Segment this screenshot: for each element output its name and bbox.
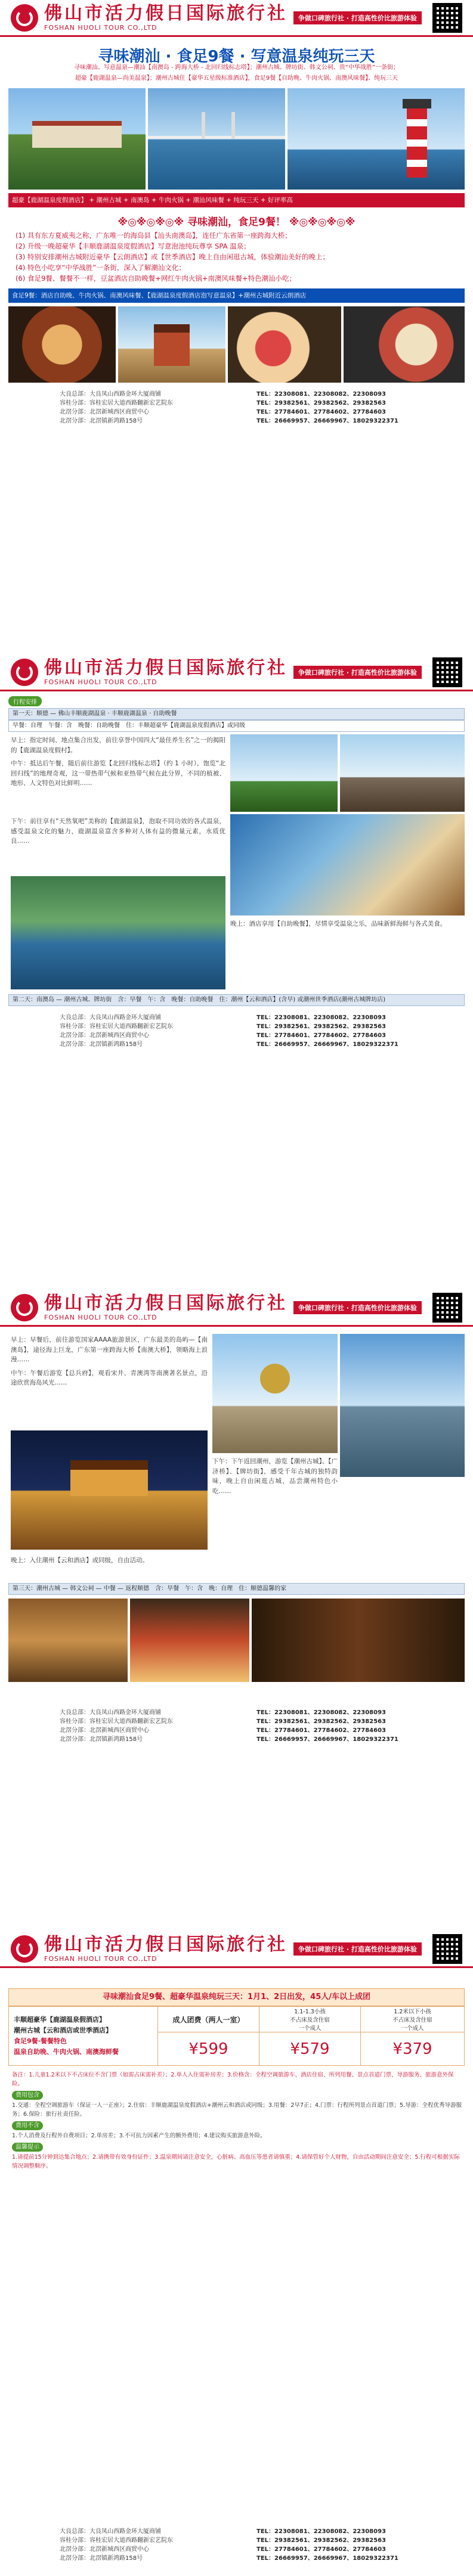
lighthouse-night-photo	[340, 1334, 465, 1477]
day1-description	[11, 735, 225, 789]
day3-bar: 第三天：潮州古城 — 韩文公祠 — 中餐 — 返程顺德 含：早餐 午：含 晚：自理 住：顺德温馨的家	[8, 1583, 465, 1595]
contact-address: 容桂分部：容桂宏居大道西路翻新宏艺院东	[60, 2537, 173, 2544]
brand-slogan: 争做口碑旅行社 · 打造高性价比旅游体验	[293, 1942, 422, 1956]
contact-phone: TEL：26669957、26669967、18029322371	[256, 418, 398, 424]
contact-phone: TEL：27784601、27784602、27784603	[256, 1032, 387, 1039]
day1-paragraph: 晚上：酒店享用【自助晚餐】，尽情享受温泉之乐，品味新鲜海鲜与各式美食。	[230, 920, 447, 927]
contact-phone: TEL：22308081、22308082、22308093	[256, 1709, 387, 1716]
contact-address: 北滘分部：北滘镇新鸿路158号	[60, 1736, 143, 1743]
day2-paragraph: 中午：午餐后游览【总兵府】，观看宋井、青澳湾等南澳著名景点，沿途欣赏海岛风光……	[11, 1369, 208, 1386]
contact-phone: TEL：27784601、27784602、27784603	[256, 409, 387, 415]
brand-slogan: 争做口碑旅行社 · 打造高性价比旅游体验	[293, 11, 422, 24]
contact-phone: TEL：29382561、29382562、29382563	[256, 2537, 387, 2544]
contact-address: 容桂分部：容桂宏居大道西路翻新宏艺院东	[60, 1023, 173, 1030]
brand-header	[0, 0, 473, 37]
contact-address: 大良总部：大良凤山西路金环大厦商铺	[60, 1709, 161, 1716]
day2-bar: 第二天：南澳岛 — 潮州古城、牌坊街 含：早餐 午：含 晚餐：自助晚餐 住：潮州【云和酒店】(含早) 或潮州世季酒店(潮州古城牌坊店)	[8, 994, 465, 1006]
brand-name: 佛山市活力假日国际旅行社	[44, 1293, 287, 1314]
brand-name-en: FOSHAN HUOLI TOUR CO.,LTD	[44, 1955, 157, 1963]
pool-aerial-photo	[230, 814, 465, 915]
route-line: 食足9餐·餐餐特色	[14, 2037, 67, 2045]
qr-code-icon	[432, 3, 462, 33]
day2-evening	[11, 1556, 464, 1566]
day1-paragraph: 下午：前往享有“天然氧吧”美称的【鹿湖温泉】，泡取不同功效的各式温泉，感受温泉文化的魅力，鹿湖温泉富含多种对人体有益的微量元素，水质优良……	[11, 818, 225, 845]
feature-item: (4) 特色小吃享“中华战胜”一条街，深入了解潮汕文化；	[16, 263, 186, 272]
route-line: 潮州古城【云和酒店或世季酒店】	[14, 2026, 112, 2034]
contact-phone: TEL：22308081、22308082、22308093	[256, 2528, 387, 2535]
brand-name-en: FOSHAN HUOLI TOUR CO.,LTD	[44, 1314, 157, 1321]
hot-spring-photo	[230, 734, 338, 812]
itinerary-badge: 行程安排	[8, 696, 42, 706]
brand-name-en: FOSHAN HUOLI TOUR CO.,LTD	[44, 678, 157, 686]
qr-code-icon	[432, 657, 462, 687]
contact-address: 大良总部：大良凤山西路金环大厦商铺	[60, 1014, 161, 1021]
brand-logo-icon	[11, 4, 38, 32]
brand-logo-icon	[11, 659, 38, 686]
brand-header	[0, 1290, 473, 1327]
tour-title: 寻味潮汕 · 食足9餐 · 写意温泉纯玩三天	[98, 48, 375, 66]
contact-phone: TEL：22308081、22308082、22308093	[256, 1014, 387, 1021]
contact-address: 容桂分部：容桂宏居大道西路翻新宏艺院东	[60, 1718, 173, 1725]
group-photo	[252, 1599, 465, 1682]
price-col-header: 成人团费（两人一室）	[158, 2007, 259, 2032]
brand-slogan: 争做口碑旅行社 · 打造高性价比旅游体验	[293, 1301, 422, 1314]
contact-address: 北滘分部：北滘新城西区商贸中心	[60, 409, 149, 415]
brand-slogan: 争做口碑旅行社 · 打造高性价比旅游体验	[293, 666, 422, 679]
features-heading: ※◎※◎※◎※ 寻味潮汕，食足9餐！ ※◎※◎※◎※	[118, 216, 355, 228]
hotpot-photo	[228, 306, 341, 383]
outdoor-spring-photo	[11, 876, 225, 989]
section-tag-tips: 温馨提示	[12, 2143, 43, 2152]
tips-text: 1.请提前15分钟到达集合地点；2.请携带有效身份证件；3.温泉期间请注意安全，心脏病、高血压等患者请慎重；4.请保管好个人财物，自由活动期间注意安全；5.行程可根据实际情况调整顺序。	[12, 2154, 460, 2170]
price-note: 备注：1.儿童1.2米以下不占床位不含门票（如需占床需补差）；2.单人入住需补房差；3.价格含：全程空调旅游车、酒店住宿、所列用餐、景点首道门票、导游服务、旅游意外保险。	[12, 2072, 454, 2087]
brand-logo-icon	[11, 1294, 38, 1321]
lighthouse-photo	[287, 88, 465, 190]
feature-list	[16, 230, 460, 284]
excluded-text: 1.个人消费及行程外自费项目；2.单房差；3.不可抗力因素产生的额外费用；4.建议购买旅游意外险。	[12, 2133, 266, 2139]
brand-name-en: FOSHAN HUOLI TOUR CO.,LTD	[44, 24, 157, 32]
day2-paragraph: 下午：下午返回潮州，游览【潮州古城】、【广济桥】、【牌坊街】，感受千年古城的独特韵味，晚上自由闲逛古城，品尝潮州特色小吃……	[212, 1458, 338, 1495]
price-heading: 寻味潮汕食足9餐、超豪华温泉纯玩三天：1月1、2日出发，45人/车以上成团	[8, 1988, 465, 2006]
price-child-b: ¥379	[361, 2032, 465, 2066]
temple-photo	[8, 1599, 128, 1682]
contact-phone: TEL：26669957、26669967、18029322371	[256, 1736, 398, 1743]
section-tag-included: 费用包含	[12, 2091, 43, 2100]
day1-meals: 早餐：自理 午餐：含 晚餐：自助晚餐 住：丰顺超豪华【鹿湖温泉度假酒店】或同级	[8, 720, 465, 732]
day1-bar: 第一天：顺德 — 佛山丰顺鹿湖温泉 · 丰顺鹿湖温泉 · 自助晚餐	[8, 708, 465, 720]
contact-phone: TEL：29382561、29382562、29382563	[256, 1023, 387, 1030]
tour-subtitle-1: 寻味潮汕、写意温泉—潮汕【南澳岛 - 跨海大桥 - 北回归线标志塔】；潮州古城、牌坊街、韩文公祠、贵“中华战胜”一条街；	[73, 64, 400, 71]
price-col-header: 1.1-1.3小孩 不占床及含住宿 一个成人	[259, 2007, 361, 2032]
contact-address: 大良总部：大良凤山西路金环大厦商铺	[60, 2528, 161, 2535]
street-photo	[130, 1599, 249, 1682]
price-child-a: ¥579	[259, 2032, 361, 2066]
route-line: 丰顺超豪华【鹿湖温泉假酒店】	[14, 2016, 106, 2023]
meal-strip: 食足9餐：酒店自助晚、牛肉火锅、南澳风味餐、【鹿湖温泉度假酒店泡写意温泉】+潮州古城附近云朗酒店	[8, 288, 465, 303]
day2-paragraph: 晚上：入住潮州【云和酒店】或同级，自由活动。	[11, 1557, 149, 1564]
qr-code-icon	[432, 1934, 462, 1964]
contact-phone: TEL：29382561、29382562、29382563	[256, 400, 387, 406]
contact-phone: TEL：27784601、27784602、27784603	[256, 2546, 387, 2553]
section-tag-excluded: 费用不含	[12, 2121, 43, 2130]
brand-header	[0, 654, 473, 691]
food-photo	[8, 306, 116, 383]
sculpture-photo	[212, 1334, 338, 1453]
tour-subtitle-2: 超豪【鹿湖温泉—尚美温泉】；潮州古城住【豪华五星级标准酒店】，食足9餐【自助晚、牛肉火锅、南澳风味餐】、纯玩三天	[75, 75, 398, 82]
contact-address: 大良总部：大良凤山西路金环大厦商铺	[60, 391, 161, 398]
brand-logo-icon	[11, 1935, 38, 1963]
bridge-photo	[148, 88, 285, 190]
day1-description-cont	[11, 817, 225, 846]
brand-name: 佛山市活力假日国际旅行社	[44, 1934, 287, 1955]
contact-address: 北滘分部：北滘镇新鸿路158号	[60, 2555, 143, 2562]
highlight-strip: 超豪【鹿湖温泉度假酒店】 + 潮州古城 + 南澳岛 + 牛肉火锅 + 潮汕风味餐 + 纯玩三天 + 好评率高	[8, 193, 465, 207]
day1-paragraph: 中午：抵达后午餐，随后前往游览【北回归线标志塔】（约 1 小时），饱览“北回归线”的地理奇观，这一带热带气候和亚热带气候在此分界，不同的植被、地形、人文特色对比鲜明……	[11, 760, 225, 787]
contact-address: 北滘分部：北滘镇新鸿路158号	[60, 1041, 143, 1048]
day1-paragraph: 早上：指定时间、地点集合出发，前往享誉中国四大“最佳养生名”之一的揭阳的【鹿湖温泉度假村】。	[11, 737, 225, 754]
qr-code-icon	[432, 1293, 462, 1323]
seafood-photo	[344, 306, 465, 383]
contact-block	[60, 2527, 441, 2563]
pavilion-night-photo	[11, 1430, 208, 1550]
price-notes	[12, 2071, 462, 2171]
contact-phone: TEL：22308081、22308082、22308093	[256, 391, 387, 398]
building-photo	[340, 734, 465, 812]
resort-photo	[8, 88, 146, 190]
pagoda-photo	[118, 306, 225, 383]
contact-block	[60, 390, 441, 426]
day2-paragraph: 早上：早餐后，前往游览国家AAAA旅游景区，广东最美的岛屿—【南澳岛】，途径海上巨龙，广东第一座跨海大桥【南澳大桥】，领略海上浪漫……	[11, 1336, 208, 1363]
brand-name: 佛山市活力假日国际旅行社	[44, 657, 287, 678]
contact-block	[60, 1013, 441, 1049]
contact-phone: TEL：27784601、27784602、27784603	[256, 1727, 387, 1734]
feature-item: (1) 具有东方夏威夷之称，广东唯一的海岛县【汕头南澳岛】，连任广东省第一座跨海大桥；	[16, 231, 292, 240]
brand-name: 佛山市活力假日国际旅行社	[44, 3, 287, 24]
contact-phone: TEL：29382561、29382562、29382563	[256, 1718, 387, 1725]
brand-header	[0, 1931, 473, 1968]
contact-address: 北滘分部：北滘新城西区商贸中心	[60, 1727, 149, 1734]
feature-item: (2) 升级一晚超豪华【丰顺鹿湖温泉度假酒店】写意泡池纯玩尊享 SPA 温泉；	[16, 242, 251, 250]
feature-item: (3) 特别安排潮州古城附近豪华【云朗酒店】或【世季酒店】晚上自由闲逛古城，体验潮汕美好的晚上；	[16, 253, 329, 261]
contact-block	[60, 1708, 441, 1744]
included-text: 1.交通：全程空调旅游车（保证一人一正座）；2.住宿：丰顺鹿湖温泉度假酒店+潮州云和酒店或同级；3.用餐：2早7正；4.门票：行程所列景点首道门票；5.导游：全程优秀导游服务；6.保险：旅行社责任险。	[12, 2102, 462, 2118]
day2-description	[11, 1335, 208, 1388]
contact-address: 北滘分部：北滘新城西区商贸中心	[60, 1032, 149, 1039]
contact-phone: TEL：26669957、26669967、18029322371	[256, 1041, 398, 1048]
contact-address: 北滘分部：北滘新城西区商贸中心	[60, 2546, 149, 2553]
price-col-header: 1.2米以下小孩 不占床及含住宿 一个成人	[361, 2007, 465, 2032]
route-line: 温泉自助晚、牛肉火锅、南澳海鲜餐	[14, 2048, 119, 2056]
price-table	[8, 2006, 465, 2066]
contact-address: 容桂分部：容桂宏居大道西路翻新宏艺院东	[60, 400, 173, 406]
contact-address: 北滘分部：北滘镇新鸿路158号	[60, 418, 143, 424]
price-adult: ¥599	[158, 2032, 259, 2066]
day2-afternoon	[212, 1457, 338, 1496]
route-cell	[9, 2007, 158, 2066]
feature-item: (6) 食足9餐、餐餐不一样，豆盆酒店自助晚餐+网红牛肉火锅+南澳风味餐+特色潮汕小吃；	[16, 274, 296, 283]
contact-phone: TEL：26669957、26669967、18029322371	[256, 2555, 398, 2562]
day1-description-right	[230, 919, 465, 929]
